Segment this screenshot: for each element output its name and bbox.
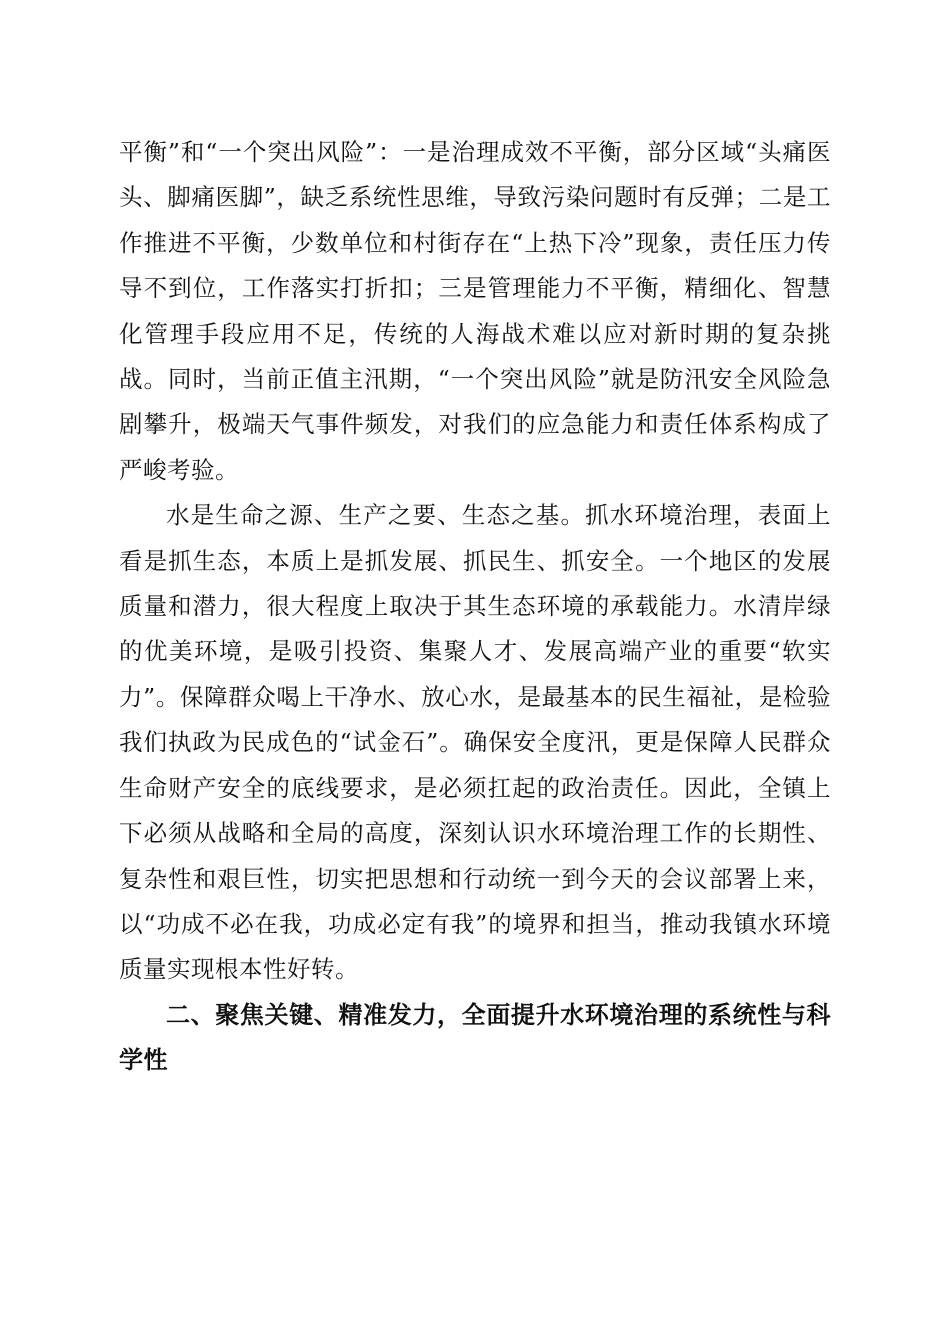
paragraph-water-importance: 水是生命之源、生产之要、生态之基。抓水环境治理，表面上看是抓生态，本质上是抓发展、抓民生、抓安全。一个地区的发展质量和潜力，很大程度上取决于其生态环境的承载能力。水清岸绿的优美环境，是吸引投资、集聚人才、发展高端产业的重要“软实力”。保障群众喝上干净水、放心水，是最基本的民生福祉，是检验我们执政为民成色的“试金石”。确保安全度汛，更是保障人民群众生命财产安全的底线要求，是必须扛起的政治责任。因此，全镇上下必须从战略和全局的高度，深刻认识水环境治理工作的长期性、复杂性和艰巨性，切实把思想和行动统一到今天的会议部署上来，以“功成不必在我，功成必定有我”的境界和担当，推动我镇水环境质量实现根本性好转。 [119, 501, 831, 984]
document-body [119, 130, 831, 1083]
paragraph-imbalance-risk: 平衡”和“一个突出风险”：一是治理成效不平衡，部分区域“头痛医头、脚痛医脚”，缺乏系统性思维，导致污染问题时有反弹；二是工作推进不平衡，少数单位和村街存在“上热下冷”现象，责任压力传导不到位，工作落实打折扣；三是管理能力不平衡，精细化、智慧化管理手段应用不足，传统的人海战术难以应对新时期的复杂挑战。同时，当前正值主汛期，“一个突出风险”就是防汛安全风险急剧攀升，极端天气事件频发，对我们的应急能力和责任体系构成了严峻考验。 [119, 138, 831, 484]
section-heading-2: 二、聚焦关键、精准发力，全面提升水环境治理的系统性与科学性 [119, 1000, 831, 1074]
